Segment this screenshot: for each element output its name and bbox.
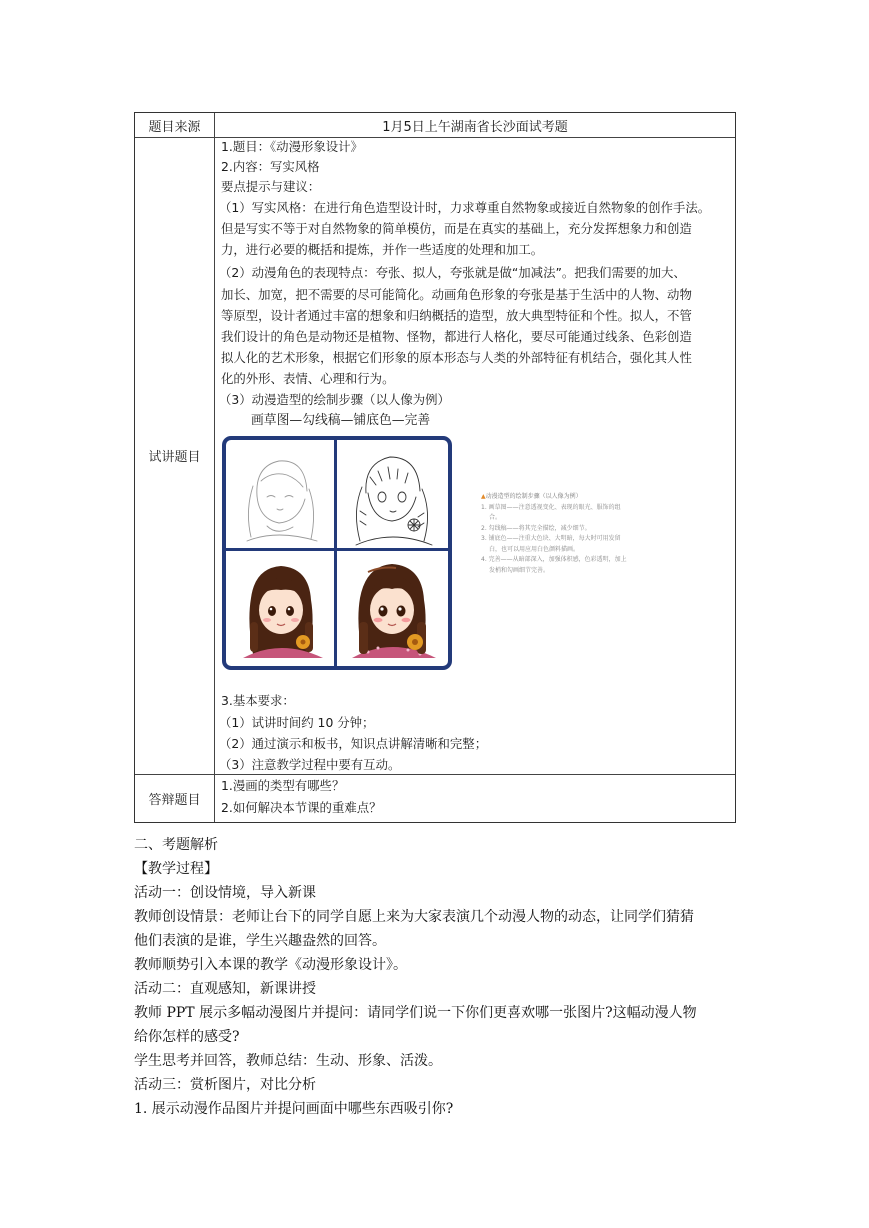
caption-title: 动漫造型的绘制步骤（以人像为例）: [485, 493, 582, 500]
source-label: 题目来源: [135, 113, 215, 137]
lecture-line: 2.内容：写实风格: [221, 159, 320, 174]
caption-step: 1. 画草图——注意透视变化、表现的眼光、服饰的组: [481, 503, 621, 511]
paragraph-line: 1. 展示动漫作品图片并提问画面中哪些东西吸引你?: [134, 1101, 454, 1117]
paragraph-line: 教师创设情景：老师让台下的同学自愿上来为大家表演几个动漫人物的动态，让同学们猜猜: [134, 909, 694, 925]
source-value: 1月5日上午湖南省长沙面试考题: [382, 119, 568, 135]
illustration-caption: [481, 492, 691, 576]
paragraph-line: 教师 PPT 展示多幅动漫图片并提问：请同学们说一下你们更喜欢哪一张图片?这幅动漫人物: [134, 1005, 697, 1021]
teaching-process-heading: 【教学过程】: [134, 861, 218, 877]
lecture-line: 力，进行必要的概括和提炼，并作一些适度的处理和加工。: [221, 242, 544, 257]
drawing-steps-line: 画草图—勾线稿—铺底色—完善: [251, 413, 431, 428]
caption-step: 4. 完善——从暗部深入，加强体积感，色彩透明，加上: [481, 556, 627, 563]
lecture-line: 1.题目：《动漫形象设计》: [221, 139, 363, 154]
paragraph-line: 给你怎样的感受?: [134, 1029, 240, 1045]
panel-divider-vertical: [334, 440, 337, 666]
lecture-line: 化的外形、表情、心理和行为。: [221, 371, 395, 386]
activity-heading: 活动二：直观感知，新课讲授: [134, 981, 316, 997]
exam-table: [134, 112, 736, 823]
lecture-label: 试讲题目: [135, 137, 215, 774]
lecture-line: 但是写实不等于对自然物象的简单模仿，而是在真实的基础上，充分发挥想象力和创造: [221, 221, 692, 236]
caption-step: 3. 铺底色——注重大色块、大明暗，每大时可用发留: [481, 535, 621, 542]
lecture-line: 要点提示与建议：: [221, 179, 321, 194]
lecture-line: （1）写实风格：在进行角色造型设计时，力求尊重自然物象或接近自然物象的创作手法。: [219, 200, 711, 215]
activity-heading: 活动三：赏析图片，对比分析: [134, 1077, 316, 1093]
finished-panel: [338, 552, 444, 658]
paragraph-line: 学生思考并回答，教师总结：生动、形象、活泼。: [134, 1053, 442, 1069]
triangle-icon: ▲: [481, 493, 486, 500]
defense-content: [215, 774, 735, 822]
activity-heading: 活动一：创设情境，导入新课: [134, 885, 316, 901]
defense-line: 2.如何解决本节课的重难点？: [221, 800, 382, 815]
drawing-steps-illustration: [222, 436, 452, 670]
basecolor-panel: [227, 552, 333, 658]
lecture-line: （2）动漫角色的表现特点：夸张、拟人，夸张就是做“加减法”。把我们需要的加大、: [219, 265, 686, 280]
analysis-heading: 二、考题解析: [134, 837, 218, 853]
sketch-panel: [227, 441, 333, 547]
defense-line: 1.漫画的类型有哪些？: [221, 778, 345, 793]
panel-divider-horizontal: [226, 548, 448, 551]
caption-step: 2. 勾线稿——将其完全描绘，减少细节。: [481, 524, 591, 532]
lineart-panel: [338, 441, 444, 547]
lecture-line: 等原型，设计者通过丰富的想象和归纳概括的造型，放大典型特征和个性。拟人，不管: [221, 308, 692, 323]
lecture-line: （3）动漫造型的绘制步骤（以人像为例）: [219, 392, 450, 407]
paragraph-line: 教师顺势引入本课的教学《动漫形象设计》。: [134, 957, 407, 973]
caption-step: 白，也可以用应用白色颜料描画。: [489, 545, 580, 553]
lecture-content: [215, 137, 735, 774]
requirements-line: （3）注意教学过程中要有互动。: [219, 757, 401, 772]
caption-step: 发梢和勾画细节完善。: [489, 566, 550, 574]
requirements-line: （1）试讲时间约 10 分钟；: [219, 715, 375, 730]
caption-step: 合。: [489, 514, 502, 521]
paragraph-line: 他们表演的是谁，学生兴趣盎然的回答。: [134, 933, 386, 949]
lecture-line: 我们设计的角色是动物还是植物、怪物，都进行人格化，要尽可能通过线条、色彩创造: [221, 329, 692, 344]
lecture-line: 加长、加宽，把不需要的尽可能简化。动画角色形象的夸张是基于生活中的人物、动物: [221, 287, 692, 302]
defense-label: 答辩题目: [135, 774, 215, 822]
lecture-line: 拟人化的艺术形象，根据它们形象的原本形态与人类的外部特征有机结合，强化其人性: [221, 350, 692, 365]
requirements-line: 3.基本要求：: [221, 693, 295, 708]
requirements-line: （2）通过演示和板书，知识点讲解清晰和完整；: [219, 736, 488, 751]
